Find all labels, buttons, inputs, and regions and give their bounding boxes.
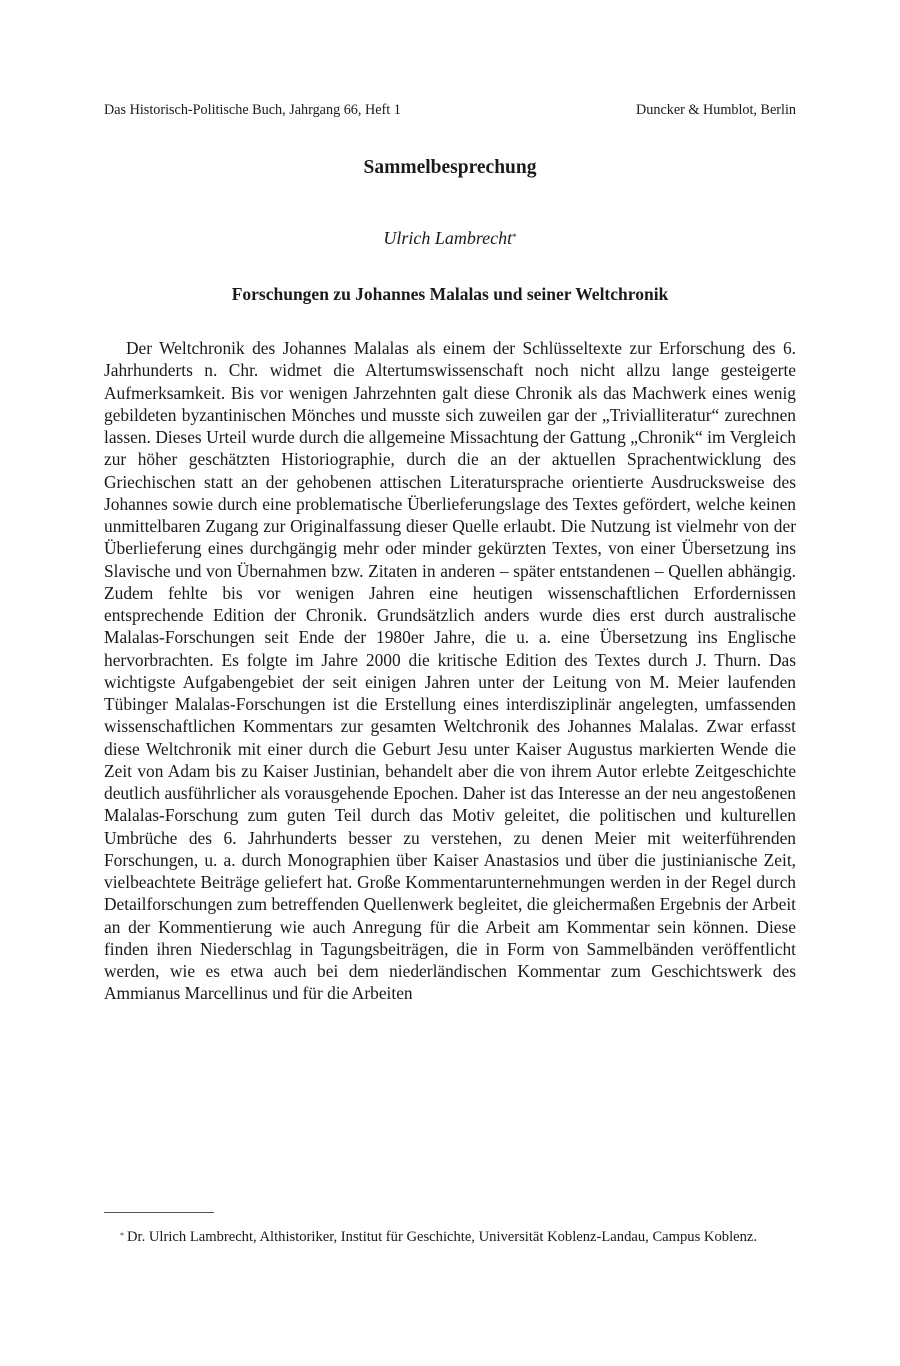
- footnote-text: Dr. Ulrich Lambrecht, Althistoriker, Institut für Geschichte, Universität Koblenz-Landau, Campus Koblenz.: [127, 1229, 758, 1245]
- journal-page: [104, 0, 796, 1366]
- running-head: [104, 101, 796, 119]
- body-paragraph: Der Weltchronik des Johannes Malalas als einem der Schlüsseltexte zur Erforschung des 6. Jahrhunderts n. Chr. widmet die Altertumswissenschaft noch nicht allzu lange gesteigerte Aufmerksamkeit. Bis vor wenigen Jahrzehnten galt diese Chronik als das Machwerk eines wenig gebildeten byzantinischen Mönches und musste sich zuweilen gar der „Trivialliteratur“ zurechnen lassen. Dieses Urteil wurde durch die allgemeine Missachtung der Gattung „Chronik“ im Vergleich zur höher geschätzten Historiographie, durch die an der aktuellen Sprachentwicklung des Griechischen statt an der gehobenen attischen Literatursprache orientierte Ausdrucksweise des Johannes sowie durch eine problematische Überlieferungslage des Textes gefördert, welche keinen unmittelbaren Zugang zur Originalfassung dieser Quelle erlaubt. Die Nutzung ist vielmehr von der Überlieferung eines durchgängig mehr oder minder gekürzten Textes, von einer Übersetzung ins Slavische und von Übernahmen bzw. Zitaten in anderen – später entstandenen – Quellen abhängig. Zudem fehlte bis vor wenigen Jahren eine heutigen wissenschaftlichen Erfordernissen entsprechende Edition der Chronik. Grundsätzlich anders wurde dies erst durch australische Malalas-Forschungen seit Ende der 1980er Jahre, die u. a. eine Übersetzung ins Englische hervorbrachten. Es folgte im Jahre 2000 die kritische Edition des Textes durch J. Thurn. Das wichtigste Aufgabengebiet der seit einigen Jahren unter der Leitung von M. Meier laufenden Tübinger Malalas-Forschungen ist die Erstellung eines interdisziplinär angelegten, umfassenden wissenschaftlichen Kommentars zur gesamten Weltchronik des Johannes Malalas. Zwar erfasst diese Weltchronik mit einer durch die Geburt Jesu unter Kaiser Augustus markierten Wende die Zeit von Adam bis zu Kaiser Justinian, behandelt aber die von ihrem Autor erlebte Zeitgeschichte deutlich ausführlicher als vorausgehende Epochen. Daher ist das Interesse an der neu angestoßenen Malalas-Forschung zum guten Teil durch das Motiv geleitet, die politischen und kulturellen Umbrüche des 6. Jahrhunderts besser zu verstehen, zu denen Meier mit weiterführenden Forschungen, u. a. durch Monographien über Kaiser Anastasios und über die justinianische Zeit, vielbeachtete Beiträge geliefert hat. Große Kommentarunternehmungen werden in der Regel durch Detailforschungen zum betreffenden Quellenwerk begleitet, die gleichermaßen Ergebnis der Arbeit an der Kommentierung wie auch Anregung für die Arbeit am Kommentar sein können. Diese finden ihren Niederschlag in Tagungsbeiträgen, die in Form von Sammelbänden veröffentlicht werden, wie es etwa auch bei dem niederländischen Kommentar zum Geschichtswerk des Ammianus Marcellinus und für die Arbeiten: [104, 338, 796, 1004]
- author-footnote-mark: *: [512, 232, 517, 242]
- footnote-separator: [104, 1212, 214, 1213]
- publisher: Duncker & Humblot, Berlin: [636, 102, 796, 118]
- footnote-mark: *: [120, 1231, 124, 1240]
- author-name: Ulrich Lambrecht: [383, 228, 513, 248]
- footnote: [104, 1227, 796, 1247]
- author-line: [104, 227, 796, 249]
- section-title: Sammelbesprechung: [363, 157, 537, 178]
- article-title: Forschungen zu Johannes Malalas und seiner Weltchronik: [231, 284, 669, 304]
- journal-citation: Das Historisch-Politische Buch, Jahrgang 66, Heft 1: [104, 102, 401, 118]
